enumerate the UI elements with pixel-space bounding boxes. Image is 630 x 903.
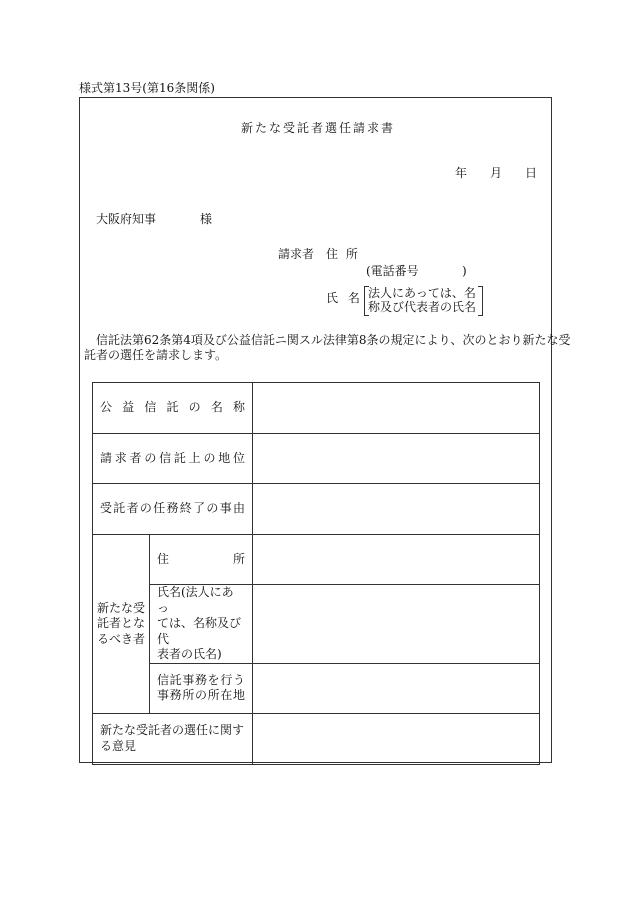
new-trustee-line3: るべき者 (97, 631, 146, 646)
date-year: 年 (455, 166, 468, 180)
new-trustee-group-label (93, 535, 150, 714)
form-table (92, 382, 540, 765)
opinion-value[interactable] (253, 713, 540, 764)
addressee: 大阪府知事 (96, 212, 157, 226)
requester-position-label-cell (93, 434, 253, 484)
new-trustee-name-line2: ては、名称及び代 (157, 616, 242, 646)
table-row (93, 434, 540, 484)
honorific: 様 (200, 212, 213, 226)
termination-reason-label-cell (93, 484, 253, 535)
new-trustee-office-label (150, 663, 253, 713)
table-row (93, 383, 540, 434)
table-row (93, 484, 540, 535)
requester-label: 請求者 (278, 247, 315, 261)
phone-open: (電話番号 (366, 264, 419, 278)
name-note-line1: 法人にあっては、名 (368, 286, 476, 300)
new-trustee-line1: 新たな受 (97, 600, 146, 615)
date-day: 日 (525, 166, 538, 180)
new-trustee-address-value[interactable] (253, 535, 540, 585)
opinion-line1: 新たな受託者の選任に関す (100, 723, 245, 738)
body-text-line1: 信託法第62条第4項及び公益信託ニ関スル法律第8条の規定により、次のとおり新たな受 (96, 333, 571, 347)
address-label: 住 所 (326, 247, 358, 261)
new-trustee-name-label (150, 585, 253, 664)
name-note-line2: 称及び代表者の氏名 (368, 300, 477, 314)
trust-name-value[interactable] (253, 383, 540, 434)
name-label: 氏 名 (326, 291, 360, 305)
body-text-line2: 託者の選任を請求します。 (84, 348, 228, 362)
requester-position-label: 請求者の信託上の地位 (100, 450, 246, 465)
bracket-right (478, 286, 483, 316)
new-trustee-name-line3: 表者の氏名) (157, 647, 222, 662)
opinion-label (93, 713, 253, 764)
table-row (93, 713, 540, 764)
new-trustee-office-line2: 事務所の所在地 (157, 688, 246, 703)
date-month: 月 (490, 166, 503, 180)
table-row (93, 585, 540, 664)
new-trustee-office-value[interactable] (253, 663, 540, 713)
phone-close: ) (462, 264, 467, 278)
new-trustee-name-line1: 氏名(法人にあっ (157, 585, 234, 615)
new-trustee-address-label: 住 所 (157, 551, 246, 566)
opinion-line2: る意見 (100, 738, 137, 753)
new-trustee-address-label-cell (150, 535, 253, 585)
termination-reason-label: 受託者の任務終了の事由 (100, 501, 246, 516)
trust-name-label-cell (93, 383, 253, 434)
table-row (93, 663, 540, 713)
name-note (368, 286, 479, 314)
new-trustee-line2: 託者とな (97, 616, 146, 631)
termination-reason-value[interactable] (253, 484, 540, 535)
table-row (93, 535, 540, 585)
requester-position-value[interactable] (253, 434, 540, 484)
trust-name-label: 公益信託の名称 (100, 400, 246, 415)
document-title: 新たな受託者選任請求書 (241, 121, 396, 135)
form-number: 様式第13号(第16条関係) (79, 81, 215, 95)
bracket-left (364, 286, 369, 316)
new-trustee-name-value[interactable] (253, 585, 540, 664)
new-trustee-office-line1: 信託事務を行う (157, 672, 246, 687)
